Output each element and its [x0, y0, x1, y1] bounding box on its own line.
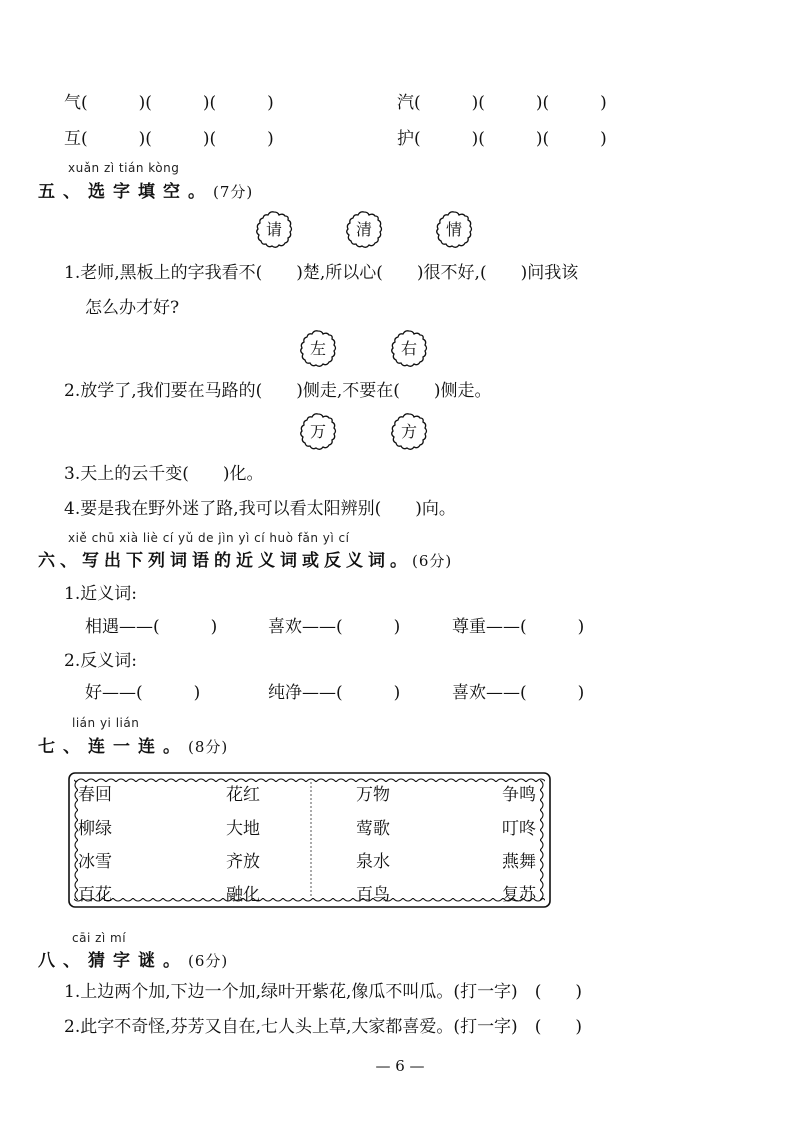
section7-title [38, 732, 228, 757]
char-fang: 方 [400, 422, 417, 441]
matching-box [66, 770, 553, 910]
match-col3-item1: 万物 [356, 785, 390, 805]
section6-heading: 六、写出下列词语的近义词或反义词。 [38, 551, 412, 571]
match-col4-item4: 复苏 [502, 885, 536, 905]
section6-sub1-item3: 尊重——( ) [452, 617, 585, 637]
match-col1-item3: 冰雪 [78, 852, 112, 872]
section6-sub2-item1: 好——( ) [85, 683, 201, 703]
section4-row2-right: 护( )( )( ) [397, 129, 607, 149]
match-col3-item4: 百鸟 [356, 885, 390, 905]
section6-sub2: 2.反义词: [64, 651, 137, 671]
char-flower-fang [389, 412, 429, 452]
char-wan: 万 [309, 422, 326, 441]
char-flower-qing2 [344, 210, 384, 250]
section8-title [38, 946, 228, 971]
section6-pinyin: xiě chū xià liè cí yǔ de jìn yì cí huò fǎn yì cí [68, 531, 350, 545]
match-col4-item1: 争鸣 [502, 785, 536, 805]
section7-score: (8分) [188, 738, 229, 756]
section6-sub1-item1: 相遇——( ) [85, 617, 218, 637]
char-qing3: 情 [445, 220, 462, 239]
match-col3-item2: 莺歌 [356, 819, 390, 839]
section5-heading: 五、选字填空。 [38, 182, 213, 202]
match-col4-item2: 叮咚 [502, 819, 536, 839]
char-flower-you [389, 329, 429, 369]
section5-score: (7分) [213, 183, 254, 201]
section6-sub1: 1.近义词: [64, 584, 137, 604]
section8-heading: 八、猜字谜。 [38, 951, 188, 971]
section8-q1: 1.上边两个加,下边一个加,绿叶开紫花,像瓜不叫瓜。(打一字) ( ) [64, 982, 582, 1002]
section6-title [38, 546, 452, 571]
char-you: 右 [400, 339, 417, 358]
section5-pinyin: xuǎn zì tián kòng [68, 161, 180, 175]
char-qing2: 清 [355, 220, 372, 239]
match-col3-item3: 泉水 [356, 852, 390, 872]
char-zuo: 左 [309, 339, 326, 358]
section6-sub1-item2: 喜欢——( ) [268, 617, 401, 637]
char-qing1: 请 [265, 220, 282, 239]
section5-q4: 4.要是我在野外迷了路,我可以看太阳辨别( )向。 [64, 499, 456, 519]
section8-pinyin: cāi zì mí [72, 931, 127, 945]
char-flower-qing3 [434, 210, 474, 250]
section5-title [38, 177, 253, 202]
page-number: — 6 — [375, 1057, 425, 1075]
section4-row2-left: 互( )( )( ) [64, 129, 274, 149]
match-col1-item1: 春回 [78, 785, 112, 805]
section5-q3: 3.天上的云千变( )化。 [64, 464, 264, 484]
match-col1-item2: 柳绿 [78, 819, 112, 839]
match-col2-item1: 花红 [226, 785, 260, 805]
match-col2-item4: 融化 [226, 885, 260, 905]
match-col1-item4: 百花 [78, 885, 112, 905]
section7-pinyin: lián yi lián [72, 716, 140, 730]
section5-q2: 2.放学了,我们要在马路的( )侧走,不要在( )侧走。 [64, 381, 492, 401]
scalloped-border [66, 770, 553, 910]
section6-sub2-item3: 喜欢——( ) [452, 683, 585, 703]
section5-q1-line2: 怎么办才好? [85, 298, 180, 318]
section7-heading: 七、连一连。 [38, 737, 188, 757]
section8-score: (6分) [188, 952, 229, 970]
section4-row1-left: 气( )( )( ) [64, 93, 274, 113]
section6-score: (6分) [412, 552, 453, 570]
char-flower-wan [298, 412, 338, 452]
match-col4-item3: 燕舞 [502, 852, 536, 872]
char-flower-qing1 [254, 210, 294, 250]
section4-row1-right: 汽( )( )( ) [397, 93, 607, 113]
section6-sub2-item2: 纯净——( ) [268, 683, 401, 703]
section8-q2: 2.此字不奇怪,芬芳又自在,七人头上草,大家都喜爱。(打一字) ( ) [64, 1017, 582, 1037]
match-col2-item3: 齐放 [226, 852, 260, 872]
match-col2-item2: 大地 [226, 819, 260, 839]
section5-q1-line1: 1.老师,黑板上的字我看不( )楚,所以心( )很不好,( )问我该 [64, 263, 579, 283]
char-flower-zuo [298, 329, 338, 369]
